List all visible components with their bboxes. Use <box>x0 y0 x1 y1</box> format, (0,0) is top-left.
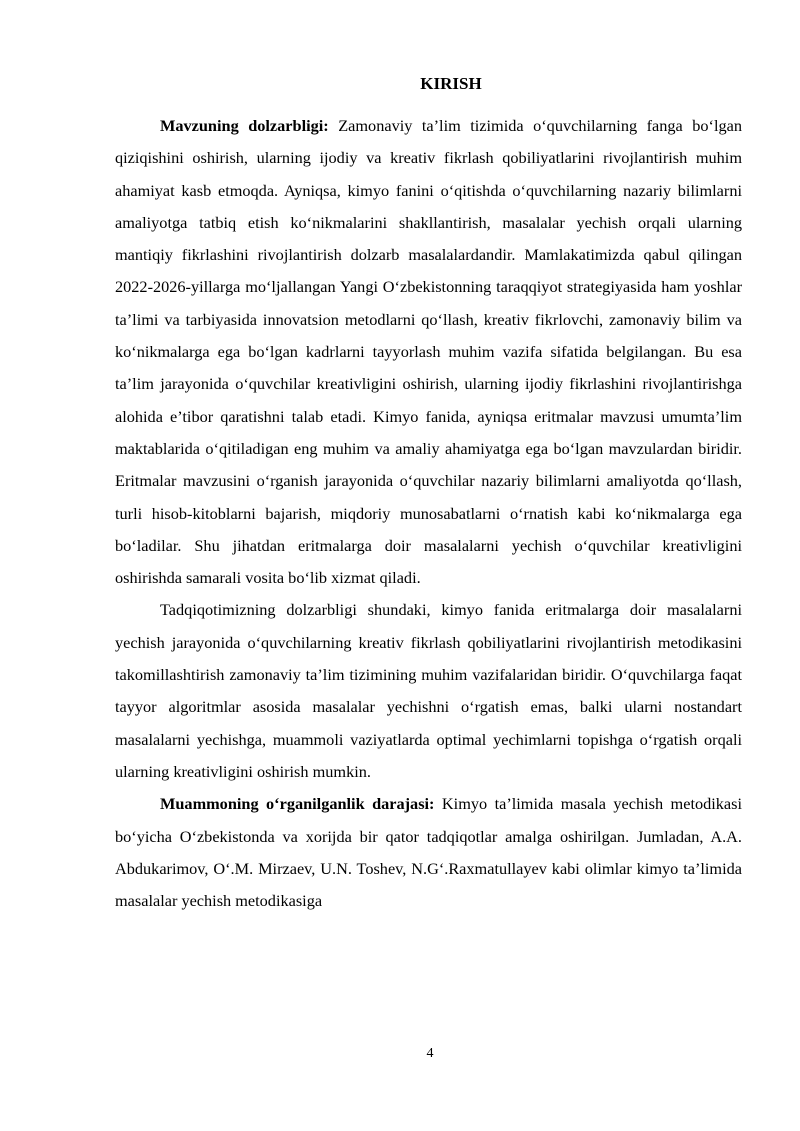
section-title: KIRISH <box>420 74 482 93</box>
paragraph-relevance <box>115 110 742 594</box>
paragraph-problem-study <box>115 788 742 917</box>
paragraph-text: Zamonaviy ta’lim tizimida o‘quvchilarning fanga bo‘lgan qiziqishini oshirish, ularning ijodiy va kreativ fikrlash qobiliyatlarini rivojlantirish muhim ahamiyat kasb etmoqda. Ayniqsa, kimyo fanini o‘qitishda o‘quvchilarning nazariy bilimlarni amaliyotga tatbiq etish ko‘nikmalarini shakllantirish, masalalar yechish orqali ularning mantiqiy fikrlashini rivojlantirish dolzarb masalalardandir. Mamlakatimizda qabul qilingan 2022-2026-yillarga mo‘ljallangan Yangi O‘zbekistonning taraqqiyot strategiyasida ham yoshlar ta’limi va tarbiyasida innovatsion metodlarni qo‘llash, kreativ fikrlovchi, zamonaviy bilim va ko‘nikmalarga ega bo‘lgan kadrlarni tayyorlash muhim vazifa sifatida belgilangan. Bu esa ta’lim jarayonida o‘quvchilar kreativligini oshirish, ularning ijodiy fikrlashini rivojlantirishga alohida e’tibor qaratishni talab etadi. Kimyo fanida, ayniqsa eritmalar mavzusi umumta’lim maktablarida o‘qitiladigan eng muhim va amaliy ahamiyatga ega bo‘lgan mavzulardan biridir. Eritmalar mavzusini o‘rganish jarayonida o‘quvchilar nazariy bilimlarni amaliyotda qo‘llash, turli hisob-kitoblarni bajarish, miqdoriy munosabatlarni o‘rnatish kabi ko‘nikmalarga ega bo‘ladilar. Shu jihatdan eritmalarga doir masalalarni yechish o‘quvchilar kreativligini oshirishda samarali vosita bo‘lib xizmat qiladi. <box>115 116 743 588</box>
paragraph-lead: Muammoning o‘rganilganlik darajasi: <box>160 794 435 814</box>
page-number: 4 <box>426 1046 434 1061</box>
paragraph-text: Kimyo ta’limida masala yechish metodikasi bo‘yicha O‘zbekistonda va xorijda bir qator tadqiqotlar amalga oshirilgan. Jumladan, A.A. Abdukarimov, O‘.M. Mirzaev, U.N. Toshev, N.G‘.Raxmatullayev kabi olimlar kimyo ta’limida masalalar yechish metodikasiga <box>115 794 743 911</box>
document-page <box>115 74 742 917</box>
paragraph-research-relevance <box>115 594 742 788</box>
paragraph-text: Tadqiqotimizning dolzarbligi shundaki, kimyo fanida eritmalarga doir masalalarni yechish jarayonida o‘quvchilarning kreativ fikrlash qobiliyatlarini rivojlantirish metodikasini takomillashtirish zamonaviy ta’lim tizimining muhim vazifalaridan biridir. O‘quvchilarga faqat tayyor algoritmlar asosida masalalar yechishni o‘rgatish emas, balki ularni nostandart masalalarni yechishga, muammoli vaziyatlarda optimal yechimlarni topishga o‘rgatish orqali ularning kreativligini oshirish mumkin. <box>115 600 742 781</box>
paragraph-lead: Mavzuning dolzarbligi: <box>160 116 329 135</box>
